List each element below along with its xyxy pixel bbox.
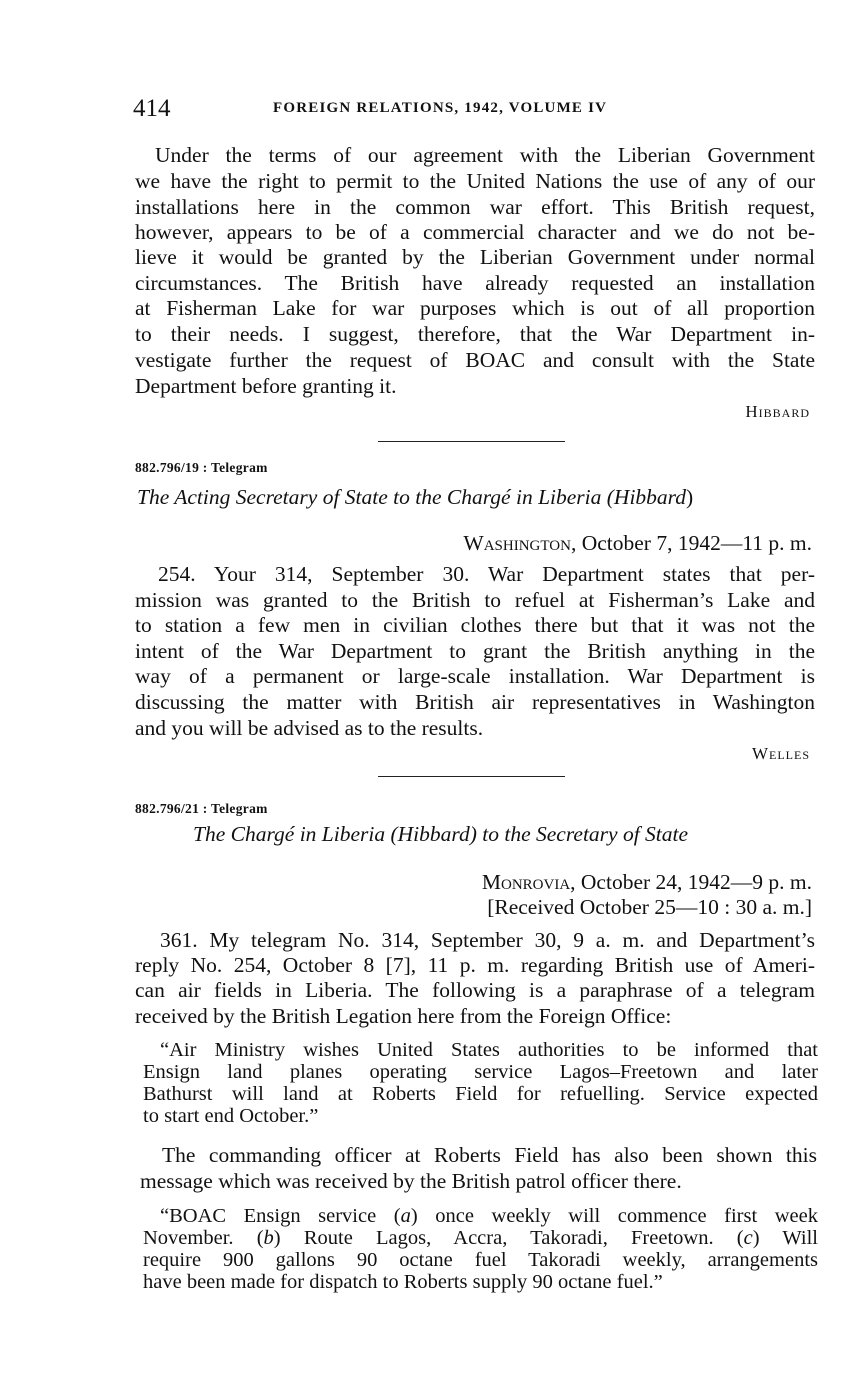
quote-line: Bathurst will land at Roberts Field for refuelling. Service expected (143, 1083, 818, 1105)
quote-line: have been made for dispatch to Roberts supply 90 octane fuel.” (143, 1271, 663, 1293)
text-line: to their needs. I suggest, therefore, that the War Department in- (135, 322, 815, 346)
text-line: 254. Your 314, September 30. War Department states that per- (158, 562, 815, 586)
signature-hibbard: Hibbard (745, 402, 810, 421)
text-line: 361. My telegram No. 314, September 30, 9 a. m. and Department’s (160, 928, 815, 952)
text-line: to station a few men in civilian clothes there but that it was not the (135, 613, 815, 637)
text-line: way of a permanent or large-scale installation. War Department is (135, 664, 815, 688)
text-line: and you will be advised as to the results. (135, 716, 484, 740)
text-line: vestigate further the request of BOAC and consult with the State (135, 348, 815, 372)
file-number: 882.796/19 : Telegram (135, 460, 268, 475)
text-line: The commanding officer at Roberts Field has also been shown this (162, 1143, 817, 1167)
file-number: 882.796/21 : Telegram (135, 801, 268, 816)
text-line: we have the right to permit to the United Nations the use of any of our (135, 169, 815, 193)
text-line: installations here in the common war effort. This British request, (135, 195, 815, 219)
text-line: discussing the matter with British air representatives in Washington (135, 690, 815, 714)
page-number: 414 (133, 95, 171, 122)
document-caption: The Acting Secretary of State to the Chargé in Liberia (Hibbard) (137, 485, 694, 509)
quote-line: to start end October.” (143, 1105, 319, 1127)
quote-line: “Air Ministry wishes United States authorities to be informed that (160, 1039, 818, 1061)
document-caption: The Chargé in Liberia (Hibbard) to the Secretary of State (193, 822, 689, 846)
quote-line: November. (b) Route Lagos, Accra, Takoradi, Freetown. (c) Will (143, 1227, 818, 1249)
section-divider (378, 776, 565, 777)
quote-line: Ensign land planes operating service Lagos–Freetown and later (143, 1061, 818, 1083)
text-line: lieve it would be granted by the Liberian Government under normal (135, 245, 815, 269)
text-line: received by the British Legation here from the Foreign Office: (135, 1004, 672, 1028)
signature-welles: Welles (751, 744, 810, 763)
text-line: reply No. 254, October 8 [7], 11 p. m. regarding British use of Ameri- (135, 953, 815, 977)
dateline: Monrovia, October 24, 1942—9 p. m. (481, 870, 812, 894)
text-line: Department before granting it. (135, 374, 397, 398)
received-note: [Received October 25—10 : 30 a. m.] (487, 895, 812, 919)
text-line: message which was received by the British patrol officer there. (140, 1169, 682, 1193)
text-line: Under the terms of our agreement with the Liberian Government (155, 143, 815, 167)
text-line: mission was granted to the British to refuel at Fisherman’s Lake and (135, 588, 815, 612)
text-line: however, appears to be of a commercial character and we do not be- (135, 220, 815, 244)
text-line: circumstances. The British have already requested an installation (135, 271, 815, 295)
quote-line: “BOAC Ensign service (a) once weekly will commence first week (160, 1205, 818, 1227)
text-line: can air fields in Liberia. The following is a paraphrase of a telegram (135, 978, 815, 1002)
text-line: intent of the War Department to grant the British anything in the (135, 639, 815, 663)
text-line: at Fisherman Lake for war purposes which is out of all proportion (135, 296, 815, 320)
dateline: Washington, October 7, 1942—11 p. m. (463, 531, 812, 555)
quote-line: require 900 gallons 90 octane fuel Takoradi weekly, arrangements (143, 1249, 818, 1271)
section-divider (378, 441, 565, 442)
running-title: FOREIGN RELATIONS, 1942, VOLUME IV (273, 100, 608, 116)
